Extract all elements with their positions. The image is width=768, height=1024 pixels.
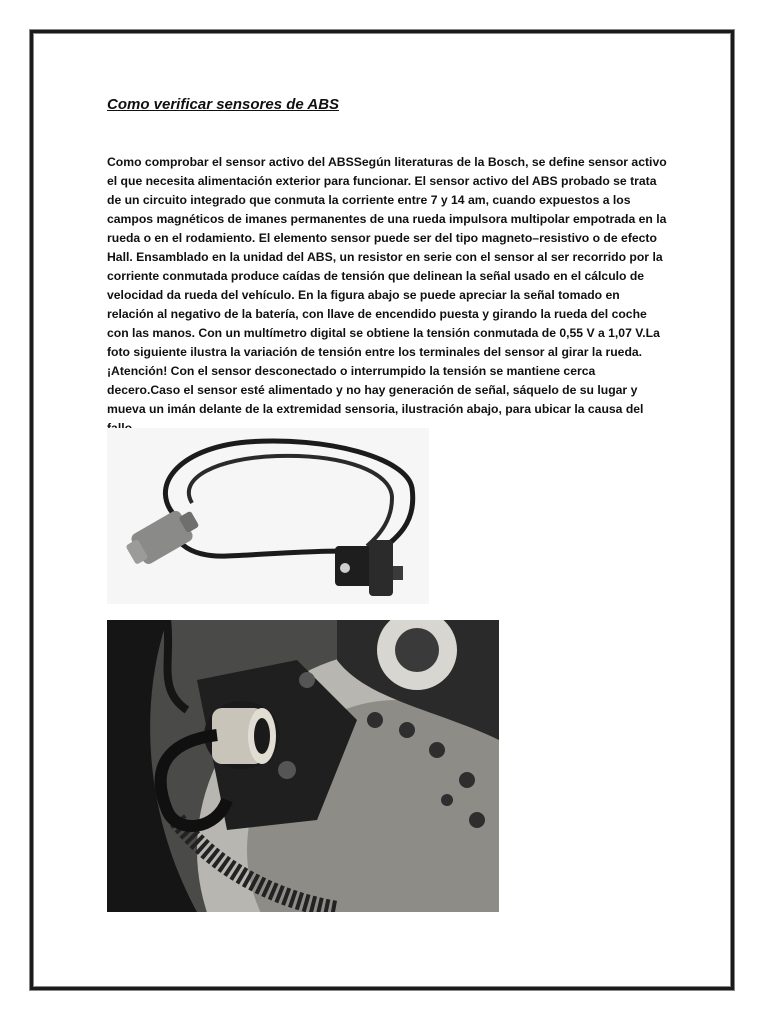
wheel-sensor-photo: [107, 620, 499, 912]
document-title: Como verificar sensores de ABS: [107, 96, 340, 113]
abs-sensor-photo: [107, 428, 429, 604]
document-paragraph: Como comprobar el sensor activo del ABSSegún literaturas de la Bosch, se define sensor activo el que necesita alimentación exterior para funcionar. El sensor activo del ABS probado se trata de un circuito integrado que conmuta la corriente entre 7 y 14 am, cuando expuestos a los campos magnéticos de imanes permanentes de una rueda impulsora multipolar empotrada en la rueda o en el rodamiento. El elemento sensor puede ser del tipo magneto–resistivo o de efecto Hall. Ensamblado en la unidad del ABS, un resistor en serie con el sensor al ser recorrido por la corriente conmutada produce caídas de tensión que delinean la señal usado en el cálculo de velocidad da rueda del vehículo. En la figura abajo se puede apreciar la señal tomado en relación al negativo de la batería, con llave de encendido puesta y girando la rueda del coche con las manos. Con un multímetro digital se obtiene la tensión conmutada de 0,55 V a 1,07 V.La foto siguiente ilustra la variación de tensión entre los terminales del sensor al girar la rueda. ¡Atención! Con el sensor desconectado o interrumpido la tensión se mantiene cerca decero.Caso el sensor esté alimentado y no hay generación de señal, sáquelo de su lugar y mueva un imán delante de la extremidad sensoria, ilustración abajo, para ubicar la causa del: [107, 155, 667, 416]
